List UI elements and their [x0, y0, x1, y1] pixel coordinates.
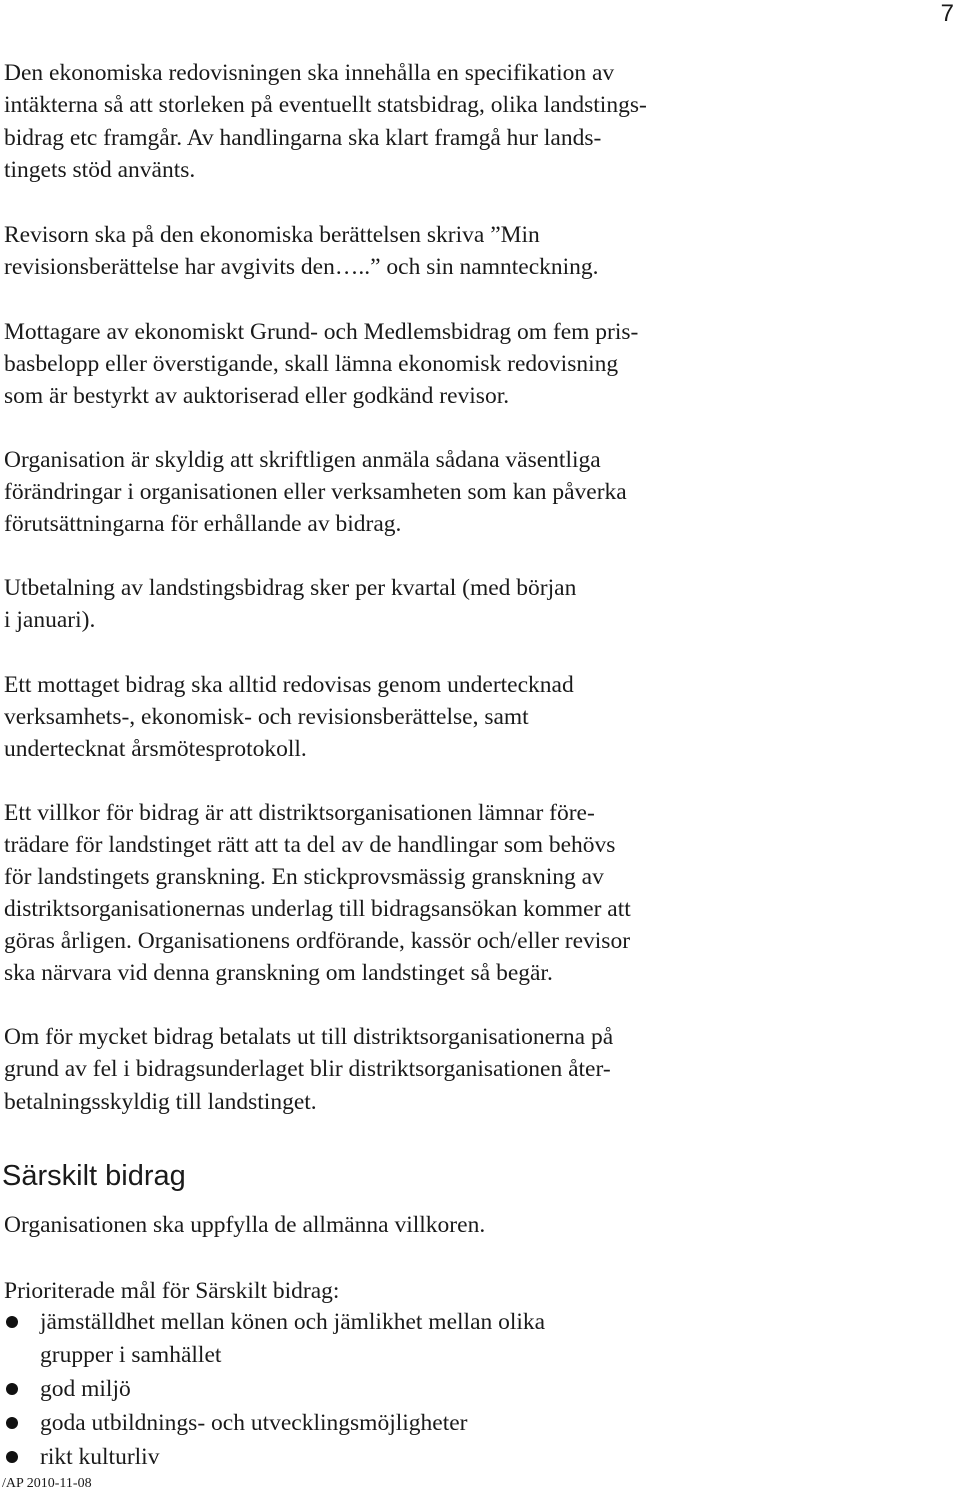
text-line: distriktsorganisationernas underlag till bidragsansökan kommer att	[4, 896, 631, 922]
section-heading: Särskilt bidrag	[2, 1160, 186, 1192]
list-item-text: rikt kulturliv	[40, 1444, 160, 1470]
text-line: för landstingets granskning. En stickprovsmässig granskning av	[4, 864, 604, 890]
text-line: Ett villkor för bidrag är att distriktsorganisationen lämnar före-	[4, 800, 595, 826]
text-line: Mottagare av ekonomiskt Grund- och Medlemsbidrag om fem pris-	[4, 319, 639, 345]
list-item-text: goda utbildnings- och utvecklingsmöjligheter	[40, 1410, 468, 1436]
text-line: i januari).	[4, 607, 96, 633]
text-line: förändringar i organisationen eller verksamheten som kan påverka	[4, 479, 627, 505]
text-line: tingets stöd använts.	[4, 157, 196, 183]
text-line: basbelopp eller överstigande, skall lämna ekonomisk redovisning	[4, 351, 619, 377]
text-line: Ett mottaget bidrag ska alltid redovisas genom undertecknad	[4, 672, 574, 698]
priorities-label: Prioriterade mål för Särskilt bidrag:	[4, 1278, 340, 1304]
bullet-icon	[6, 1383, 18, 1395]
text-line: Utbetalning av landstingsbidrag sker per kvartal (med början	[4, 575, 577, 601]
text-line: Den ekonomiska redovisningen ska innehålla en specifikation av	[4, 60, 615, 86]
list-item-text: jämställdhet mellan könen och jämlikhet mellan olika	[40, 1309, 546, 1335]
page-number: 7	[940, 0, 954, 27]
text-line: trädare för landstinget rätt att ta del av de handlingar som behövs	[4, 832, 616, 858]
text-line: bidrag etc framgår. Av handlingarna ska klart framgå hur lands-	[4, 125, 602, 151]
bullet-icon	[6, 1316, 18, 1328]
text-line: verksamhets-, ekonomisk- och revisionsberättelse, samt	[4, 704, 529, 730]
text-line: Organisation är skyldig att skriftligen anmäla sådana väsentliga	[4, 447, 601, 473]
bullet-icon	[6, 1451, 18, 1463]
list-item-text: grupper i samhället	[40, 1342, 222, 1368]
section-intro: Organisationen ska uppfylla de allmänna villkoren.	[4, 1212, 486, 1238]
text-line: göras årligen. Organisationens ordförande, kassör och/eller revisor	[4, 928, 631, 954]
text-line: intäkterna så att storleken på eventuellt statsbidrag, olika landstings-	[4, 92, 647, 118]
text-line: betalningsskyldig till landstinget.	[4, 1089, 317, 1115]
text-line: revisionsberättelse har avgivits den…..” och sin namnteckning.	[4, 254, 599, 280]
text-line: som är bestyrkt av auktoriserad eller godkänd revisor.	[4, 383, 510, 409]
text-line: undertecknat årsmötesprotokoll.	[4, 736, 307, 762]
footer-date: /AP 2010-11-08	[2, 1476, 92, 1491]
bullet-icon	[6, 1417, 18, 1429]
text-line: Om för mycket bidrag betalats ut till distriktsorganisationerna på	[4, 1024, 614, 1050]
text-line: Revisorn ska på den ekonomiska berättelsen skriva ”Min	[4, 222, 540, 248]
list-item-text: god miljö	[40, 1376, 131, 1402]
text-line: förutsättningarna för erhållande av bidrag.	[4, 511, 402, 537]
text-line: ska närvara vid denna granskning om landstinget så begär.	[4, 960, 553, 986]
text-line: grund av fel i bidragsunderlaget blir distriktsorganisationen åter-	[4, 1056, 611, 1082]
